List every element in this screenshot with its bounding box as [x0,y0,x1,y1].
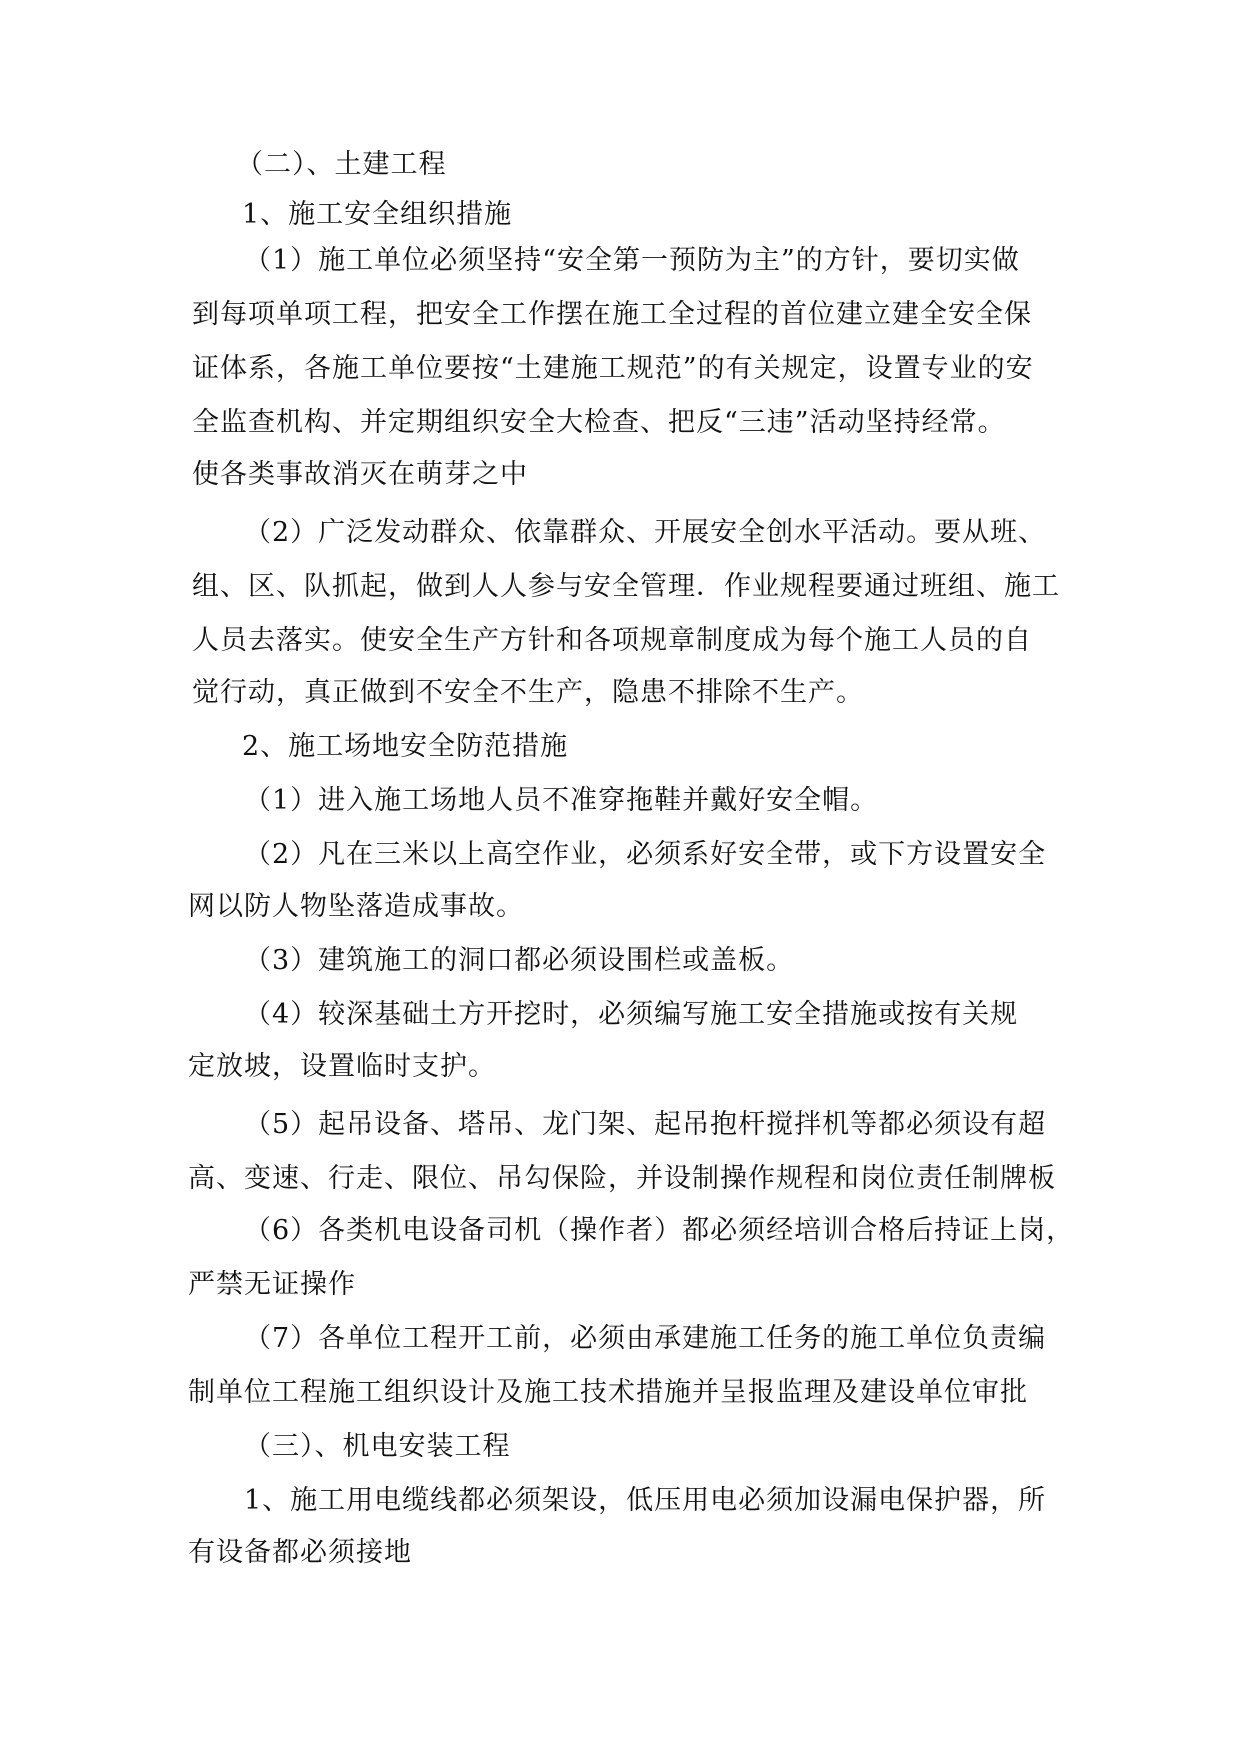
paragraph-line: 严禁无证操作 [188,1269,356,1300]
paragraph-line: 网以防人物坠落造成事故。 [188,891,524,922]
paragraph-line: （2）凡在三米以上高空作业，必须系好安全带，或下方设置安全 [244,839,1047,870]
section-heading-electromechanical: （三）、机电安装工程 [244,1431,511,1462]
paragraph-line: （3）建筑施工的洞口都必须设围栏或盖板。 [244,945,795,976]
subheading-site-safety: 2、施工场地安全防范措施 [242,731,569,762]
paragraph-line: 觉行动，真正做到不安全不生产，隐患不排除不生产。 [192,677,864,708]
paragraph-line: 使各类事故消灭在萌芽之中 [192,459,528,490]
paragraph-line: 1、施工用电缆线都必须架设，低压用电必须加设漏电保护器，所 [244,1485,1047,1516]
paragraph-line: （6）各类机电设备司机（操作者）都必须经培训合格后持证上岗， [244,1215,1075,1246]
paragraph-line: （1）进入施工场地人员不准穿拖鞋并戴好安全帽。 [244,785,879,816]
section-heading-civil-works: （二）、土建工程 [236,149,447,180]
paragraph-line: （7）各单位工程开工前，必须由承建施工任务的施工单位负责编 [244,1323,1047,1354]
paragraph-line: （1）施工单位必须坚持“安全第一预防为主”的方针，要切实做 [244,245,1020,276]
paragraph-line: 到每项单项工程，把安全工作摆在施工全过程的首位建立建全安全保 [192,299,1032,330]
paragraph-line: 全监查机构、并定期组织安全大检查、把反“三违”活动坚持经常。 [192,407,1006,438]
paragraph-line: 组、区、队抓起，做到人人参与安全管理．作业规程要通过班组、施工 [192,571,1060,602]
paragraph-line: 有设备都必须接地 [188,1537,412,1568]
paragraph-line: 人员去落实。使安全生产方针和各项规章制度成为每个施工人员的自 [192,625,1032,656]
paragraph-line: 定放坡，设置临时支护。 [188,1051,496,1082]
paragraph-line: 高、变速、行走、限位、吊勾保险，并设制操作规程和岗位责任制牌板 [188,1163,1056,1194]
paragraph-line: 证体系，各施工单位要按“土建施工规范”的有关规定，设置专业的安 [192,353,1034,384]
paragraph-line: （2）广泛发动群众、依靠群众、开展安全创水平活动。要从班、 [244,517,1047,548]
paragraph-line: （4）较深基础土方开挖时，必须编写施工安全措施或按有关规 [244,999,1019,1030]
paragraph-line: 制单位工程施工组织设计及施工技术措施并呈报监理及建设单位审批 [188,1377,1028,1408]
paragraph-line: （5）起吊设备、塔吊、龙门架、起吊抱杆搅拌机等都必须设有超 [244,1109,1047,1140]
subheading-safety-organization: 1、施工安全组织措施 [242,199,513,230]
